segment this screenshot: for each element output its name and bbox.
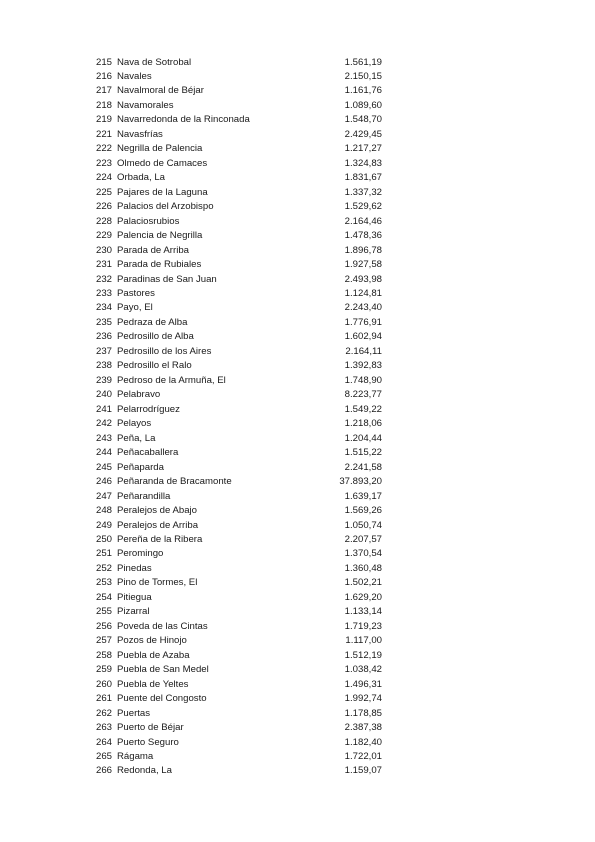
table-row [96,287,386,301]
row-number: 238 [96,360,113,372]
table-row [96,721,386,735]
municipality-name: Palencia de Negrilla [117,230,203,242]
municipality-name: Pinedas [117,562,152,574]
row-value: 1.896,78 [344,244,382,256]
row-number: 254 [96,591,113,603]
municipality-name: Pelarrodríguez [117,403,180,415]
municipality-name: Palaciosrubios [117,215,180,227]
table-row [96,359,386,373]
table-row [96,620,386,634]
table-row [96,258,386,272]
row-value: 1.159,07 [344,765,382,777]
row-number: 231 [96,259,113,271]
row-value: 1.548,70 [344,114,382,126]
table-row [96,750,386,764]
row-value: 1.178,85 [344,707,382,719]
row-value: 1.496,31 [344,678,382,690]
row-value: 1.038,42 [344,664,382,676]
row-value: 2.164,46 [344,215,382,227]
row-number: 235 [96,316,113,328]
row-number: 249 [96,519,113,531]
row-value: 1.161,76 [344,85,382,97]
row-number: 257 [96,635,113,647]
row-number: 234 [96,302,113,314]
row-number: 253 [96,577,113,589]
row-number: 239 [96,374,113,386]
row-value: 1.529,62 [344,201,382,213]
row-number: 221 [96,128,113,140]
row-number: 244 [96,447,113,459]
table-row [96,461,386,475]
table-row [96,388,386,402]
row-number: 250 [96,533,113,545]
table-row [96,345,386,359]
table-row [96,70,386,84]
row-number: 260 [96,678,113,690]
municipality-name: Peñaranda de Bracamonte [117,476,232,488]
row-number: 233 [96,288,113,299]
table-row [96,736,386,750]
municipality-name: Puebla de Yeltes [117,678,189,690]
table-row [96,330,386,344]
row-number: 245 [96,461,113,473]
municipality-name: Peralejos de Abajo [117,505,198,517]
municipality-name: Pizarral [117,606,150,618]
row-value: 1.117,00 [345,635,382,647]
row-value: 1.218,06 [344,418,382,430]
municipality-name: Pedraza de Alba [117,316,188,328]
row-number: 256 [96,620,113,632]
table-row [96,649,386,663]
row-number: 248 [96,505,113,517]
row-number: 223 [96,157,113,169]
table-row [96,519,386,533]
row-value: 1.124,81 [344,288,382,299]
row-value: 1.992,74 [344,693,382,705]
municipality-name: Pino de Tormes, El [117,577,198,589]
row-value: 1.324,83 [344,157,382,169]
table-row [96,634,386,648]
municipality-name: Nava de Sotrobal [117,56,192,68]
table-row [96,504,386,518]
table-row [96,475,386,489]
table-row [96,142,386,156]
row-number: 228 [96,215,113,227]
municipality-name: Peñaparda [117,461,164,473]
municipality-name: Orbada, La [117,172,166,184]
row-number: 242 [96,418,113,430]
row-number: 261 [96,693,113,705]
table-row [96,99,386,113]
row-number: 219 [96,114,113,126]
row-value: 1.089,60 [344,99,382,111]
table-row [96,591,386,605]
row-value: 1.629,20 [344,591,382,603]
row-value: 1.050,74 [344,519,382,531]
municipality-name: Pastores [117,288,155,299]
table-row [96,316,386,330]
municipality-name: Negrilla de Palencia [117,143,203,155]
row-value: 1.512,19 [344,649,382,661]
row-value: 2.241,58 [344,461,382,473]
row-value: 1.370,54 [344,548,382,560]
table-row [96,186,386,200]
row-value: 1.133,14 [344,606,382,618]
row-number: 216 [96,70,113,82]
municipality-name: Peñarandilla [117,490,171,502]
row-value: 1.337,32 [344,186,382,198]
table-row [96,229,386,243]
row-value: 1.719,23 [344,620,382,632]
row-number: 225 [96,186,113,198]
municipality-name: Peralejos de Arriba [117,519,199,531]
row-value: 8.223,77 [344,389,382,401]
row-number: 226 [96,201,113,213]
municipality-name: Paradinas de San Juan [117,273,217,285]
municipality-name: Puertas [117,707,151,719]
table-row [96,374,386,388]
row-number: 230 [96,244,113,256]
municipality-list [96,56,386,779]
municipality-name: Payo, El [117,302,153,314]
table-row [96,663,386,677]
municipality-name: Navalmoral de Béjar [117,85,204,97]
municipality-name: Pereña de la Ribera [117,533,203,545]
municipality-name: Parada de Arriba [117,244,189,256]
row-number: 255 [96,606,113,618]
row-number: 247 [96,490,113,502]
table-row [96,490,386,504]
row-value: 37.893,20 [339,476,382,488]
municipality-name: Puerto Seguro [117,736,179,748]
table-row [96,84,386,98]
table-row [96,547,386,561]
table-row [96,171,386,185]
row-value: 1.502,21 [344,577,382,589]
table-row [96,301,386,315]
row-number: 243 [96,432,113,444]
municipality-name: Pedrosillo de los Aires [117,345,212,357]
table-row [96,576,386,590]
table-row [96,215,386,229]
row-value: 1.478,36 [344,230,382,242]
municipality-name: Navasfrías [117,128,163,140]
table-row [96,707,386,721]
municipality-name: Pelabravo [117,389,161,401]
table-row [96,273,386,287]
row-value: 1.515,22 [344,447,382,459]
row-value: 1.561,19 [344,56,382,68]
row-value: 2.429,45 [344,128,382,140]
row-number: 263 [96,722,113,734]
row-value: 1.392,83 [344,360,382,372]
row-number: 218 [96,99,113,111]
row-number: 265 [96,751,113,762]
municipality-name: Navamorales [117,99,174,111]
row-number: 246 [96,476,113,488]
municipality-name: Pedrosillo el Ralo [117,360,192,372]
municipality-name: Puebla de Azaba [117,649,190,661]
municipality-name: Peñacaballera [117,447,179,459]
municipality-name: Pajares de la Laguna [117,186,208,198]
municipality-name: Parada de Rubiales [117,259,202,271]
row-value: 1.217,27 [344,143,382,155]
municipality-name: Olmedo de Camaces [117,157,208,169]
municipality-name: Pitiegua [117,591,152,603]
row-value: 1.569,26 [344,505,382,517]
table-row [96,764,386,778]
row-value: 1.927,58 [344,259,382,271]
table-row [96,446,386,460]
row-value: 1.204,44 [344,432,382,444]
municipality-name: Peromingo [117,548,164,560]
table-row [96,128,386,142]
row-value: 1.182,40 [344,736,382,748]
row-number: 266 [96,765,113,777]
row-number: 240 [96,389,113,401]
row-number: 237 [96,345,113,357]
row-value: 1.602,94 [344,331,382,343]
row-number: 224 [96,172,113,184]
table-row [96,692,386,706]
row-value: 1.639,17 [344,490,382,502]
row-value: 2.164,11 [345,345,382,357]
row-number: 217 [96,85,113,97]
municipality-name: Pelayos [117,418,152,430]
row-value: 2.493,98 [344,273,382,285]
table-row [96,605,386,619]
table-row [96,533,386,547]
municipality-name: Pedrosillo de Alba [117,331,194,343]
row-number: 262 [96,707,113,719]
row-number: 259 [96,664,113,676]
row-value: 1.776,91 [344,316,382,328]
municipality-name: Redonda, La [117,765,172,777]
table-row [96,678,386,692]
municipality-name: Puerto de Béjar [117,722,184,734]
row-value: 1.748,90 [344,374,382,386]
row-value: 2.243,40 [344,302,382,314]
municipality-name: Navales [117,70,152,82]
row-value: 1.360,48 [344,562,382,574]
municipality-name: Navarredonda de la Rinconada [117,114,250,126]
municipality-name: Puebla de San Medel [117,664,209,676]
municipality-name: Pedroso de la Armuña, El [117,374,226,386]
row-number: 264 [96,736,113,748]
row-number: 215 [96,56,113,68]
table-row [96,244,386,258]
table-row [96,432,386,446]
table-row [96,157,386,171]
municipality-name: Peña, La [117,432,156,444]
row-value: 1.722,01 [344,751,382,762]
row-value: 2.207,57 [344,533,382,545]
municipality-name: Palacios del Arzobispo [117,201,214,213]
row-number: 258 [96,649,113,661]
table-row [96,113,386,127]
table-row [96,200,386,214]
row-value: 1.549,22 [344,403,382,415]
table-row [96,403,386,417]
row-number: 252 [96,562,113,574]
row-number: 222 [96,143,113,155]
row-number: 229 [96,230,113,242]
table-row [96,562,386,576]
row-number: 251 [96,548,113,560]
table-row [96,56,386,70]
municipality-name: Poveda de las Cintas [117,620,208,632]
row-value: 2.150,15 [344,70,382,82]
municipality-name: Rágama [117,751,154,762]
row-number: 241 [96,403,113,415]
municipality-name: Pozos de Hinojo [117,635,187,647]
row-number: 232 [96,273,113,285]
row-number: 236 [96,331,113,343]
table-row [96,417,386,431]
municipality-name: Puente del Congosto [117,693,207,705]
row-value: 2.387,38 [344,722,382,734]
row-value: 1.831,67 [344,172,382,184]
